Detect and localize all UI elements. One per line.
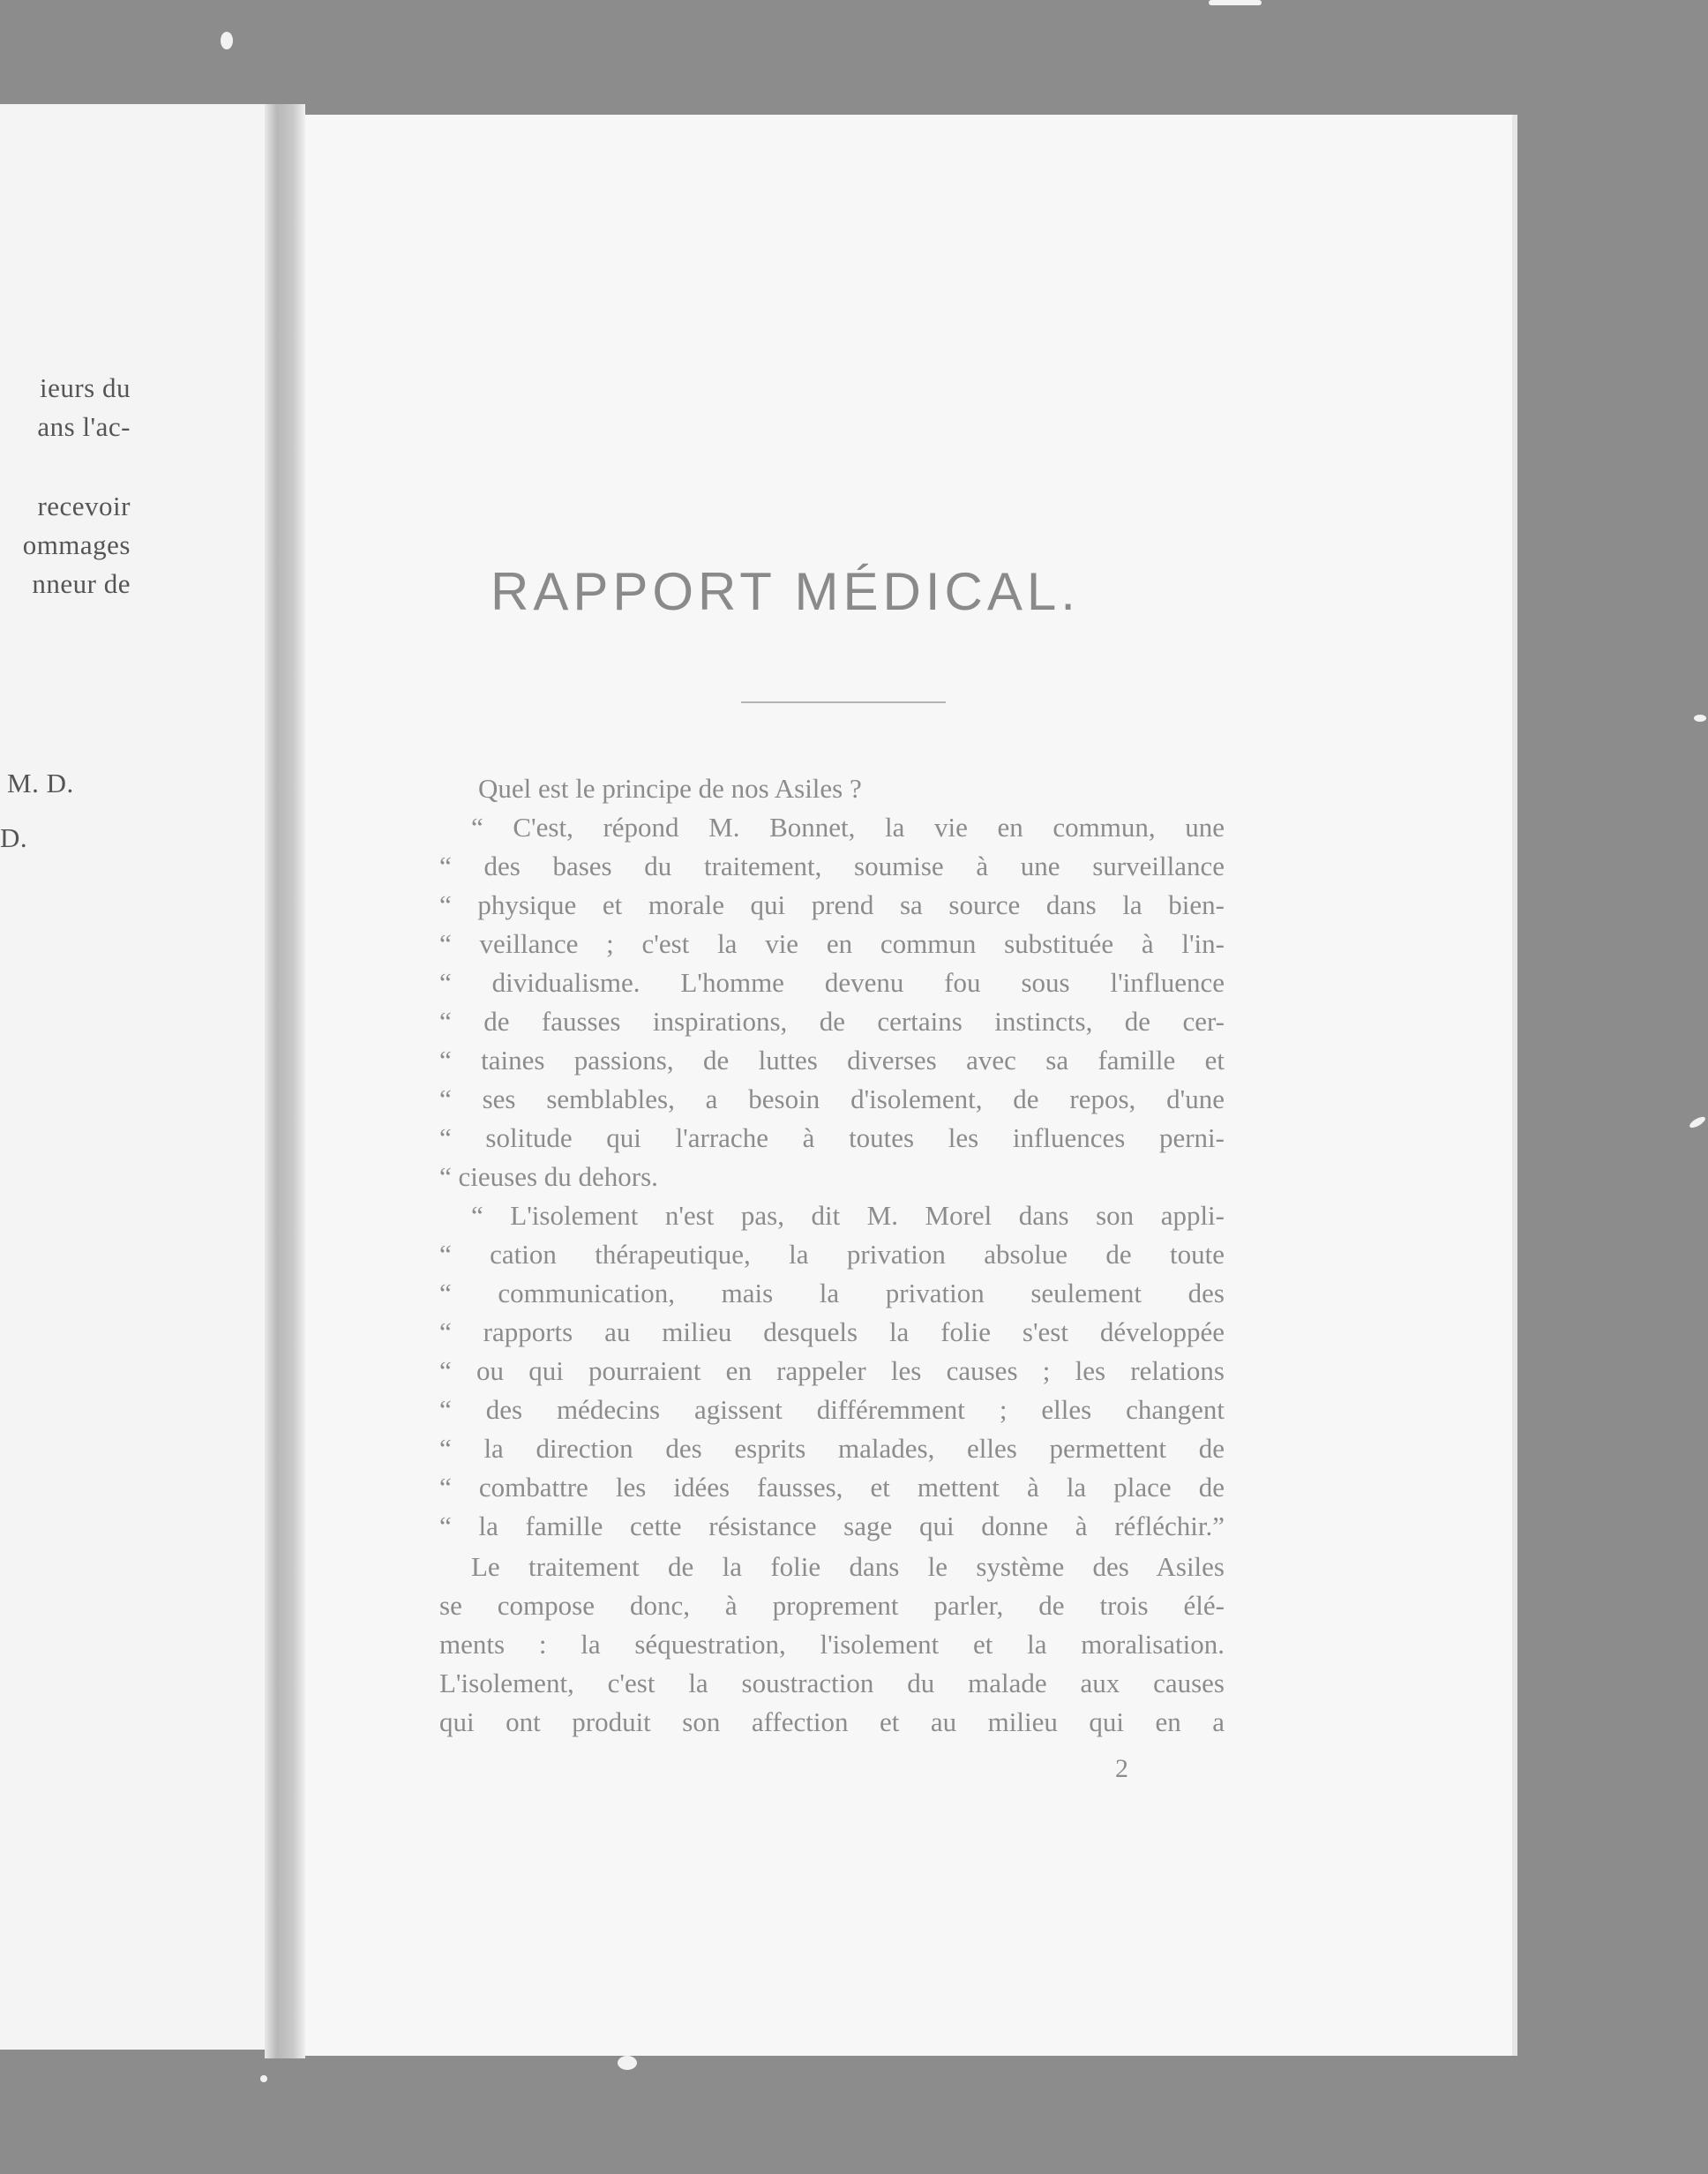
dust-speck: [1688, 1115, 1706, 1130]
dust-speck: [260, 2075, 267, 2082]
text-line: “ communication, mais la privation seulement des: [439, 1278, 1225, 1308]
text-line: “ dividualisme. L'homme devenu fou sous l'influence: [439, 967, 1225, 998]
text-line: “ de fausses inspirations, de certains instincts, de cer-: [439, 1006, 1225, 1037]
right-page: [305, 115, 1512, 2056]
left-page-line: ieurs du: [39, 372, 131, 403]
page-number: 2: [1115, 1754, 1128, 1783]
dust-speck: [1694, 715, 1706, 722]
title-rule: [741, 701, 946, 703]
left-page-line: ommages: [22, 529, 131, 560]
text-line: se compose donc, à proprement parler, de trois élé-: [439, 1590, 1225, 1621]
text-line: “ des bases du traitement, soumise à une surveillance: [439, 851, 1225, 881]
text-line: “ veillance ; c'est la vie en commun substituée à l'in-: [439, 928, 1225, 959]
text-line: “ cieuses du dehors.: [439, 1161, 658, 1192]
text-line: “ physique et morale qui prend sa source dans la bien-: [439, 889, 1225, 920]
left-page-line: M. D.: [7, 768, 74, 798]
left-page-line: ans l'ac-: [37, 411, 131, 442]
left-facing-page: [0, 104, 265, 2050]
page-title: RAPPORT MÉDICAL.: [491, 562, 1080, 621]
book-gutter: [265, 104, 305, 2058]
text-line: “ la direction des esprits malades, elles permettent de: [439, 1433, 1225, 1464]
text-line: L'isolement, c'est la soustraction du malade aux causes: [439, 1668, 1225, 1698]
left-page-line: recevoir: [37, 491, 131, 521]
dust-speck: [1209, 0, 1262, 5]
text-line: “ ou qui pourraient en rappeler les causes ; les relations: [439, 1355, 1225, 1386]
text-line: “ ses semblables, a besoin d'isolement, de repos, d'une: [439, 1083, 1225, 1114]
text-line: “ combattre les idées fausses, et mettent à la place de: [439, 1472, 1225, 1503]
dust-speck: [618, 2056, 637, 2070]
left-page-line: nneur de: [32, 568, 131, 599]
text-line: “ solitude qui l'arrache à toutes les influences perni-: [439, 1122, 1225, 1153]
text-line: “ L'isolement n'est pas, dit M. Morel dans son appli-: [471, 1200, 1225, 1231]
text-line: Quel est le principe de nos Asiles ?: [478, 773, 862, 804]
text-line: “ la famille cette résistance sage qui donne à réfléchir.”: [439, 1511, 1225, 1541]
text-line: qui ont produit son affection et au milieu qui en a: [439, 1706, 1225, 1737]
text-line: Le traitement de la folie dans le système des Asiles: [471, 1551, 1225, 1582]
text-line: “ cation thérapeutique, la privation absolue de toute: [439, 1239, 1225, 1270]
dust-speck: [221, 32, 233, 49]
text-line: ments : la séquestration, l'isolement et la moralisation.: [439, 1629, 1225, 1660]
text-line: “ C'est, répond M. Bonnet, la vie en commun, une: [471, 812, 1225, 843]
text-line: “ rapports au milieu desquels la folie s'est développée: [439, 1316, 1225, 1347]
left-page-line: D.: [0, 822, 28, 853]
text-line: “ taines passions, de luttes diverses avec sa famille et: [439, 1045, 1225, 1076]
text-line: “ des médecins agissent différemment ; elles changent: [439, 1394, 1225, 1425]
